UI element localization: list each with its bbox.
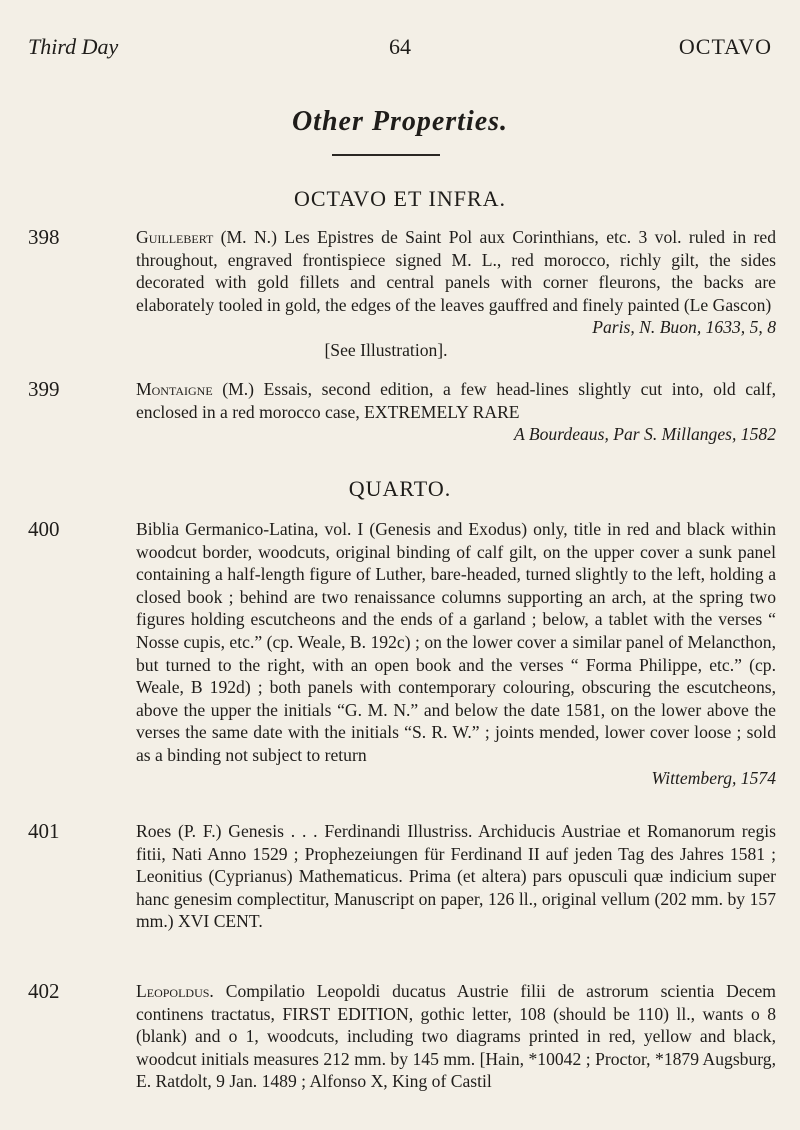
- lot-note: [See Illustration].: [324, 339, 448, 360]
- lot-description: Les Epistres de Saint Pol aux Corinthians, etc. 3 vol. ruled in red throughout, engraved frontispiece signed M. L., red morocco, richly gilt, the sides decorated with gold fillets and central panels with corner fleurons, the backs are elaborately tooled in gold, the edges of the leaves gauffred and finely painted (Le Gascon): [136, 227, 776, 315]
- lot-description: Genesis . . . Ferdinandi Illustriss. Archiducis Austriae et Romanorum regis fitii, Nati Anno 1529 ; Prophezeiungen für Ferdinand II auf jeden Tag des Jahres 1581 ; Leonitius (Cyprianus) Mathematicus. Prima (et altera) pars opusculi quæ indicium super hanc genesim complectitur, Manuscript on paper, 126 ll., original vellum (202 mm. by 157 mm.) XVI CENT.: [136, 821, 777, 932]
- lot-entry: [28, 820, 776, 933]
- lot-description: Germanico-Latina, vol. I (Genesis and Exodus) only, title in red and black within woodcut border, woodcuts, original binding of calf gilt, on the upper cover a sunk panel containing a half-length figure of Luther, bare-headed, turned slightly to the left, holding a closed book ; behind are two renaissance columns supporting an arch, at the spring two figures holding escutcheons and the ends of a garland ; below, a tablet with the verses “ Nosse cupis, etc.” (cp. Weale, B. 192c) ; on the lower cover a similar panel of Melancthon, but turned to the right, with an open book and the verses “ Forma Philippe, etc.” (cp. Weale, B 192d) ; both panels with contemporary colouring, obscuring the escutcheons, above the upper the initials “G. M. N.” and below the date 1581, on the lower above the verses the same date with the initials “S. R. W.” ; joints mended, lower cover loose ; sold as a binding not subject to return: [136, 519, 776, 765]
- lot-heading: Montaigne (M.): [136, 379, 255, 399]
- lot-description: Compilatio Leopoldi ducatus Austrie filii de astrorum scientia Decem continens tractatus, FIRST EDITION, gothic letter, 108 (should be 110) ll., wants o 8 (blank) and o 1, woodcuts, including two diagrams printed in red, yellow and black, woodcut initials measures 212 mm. by 145 mm. [Hain, *10042 ; Proctor, *1879 Augsburg, E. Ratdolt, 9 Jan. 1489 ; Alfonso X, King of Castil: [136, 981, 776, 1092]
- running-head-day: Third Day: [28, 34, 119, 59]
- divider-rule: [332, 154, 440, 156]
- lot-number: 398: [28, 225, 60, 249]
- page-number: 64: [389, 34, 411, 59]
- lot-imprint: Wittemberg, 1574: [651, 767, 776, 788]
- subsection-heading-quarto: QUARTO.: [348, 476, 452, 501]
- lot-heading: Roes (P. F.): [136, 821, 222, 841]
- running-head-format: OCTAVO: [678, 34, 772, 59]
- lot-entry: [28, 378, 776, 446]
- lot-imprint: A Bourdeaus, Par S. Millanges, 1582: [514, 424, 776, 445]
- lot-number: 401: [28, 819, 60, 843]
- lot-imprint: Paris, N. Buon, 1633, 5, 8: [592, 317, 776, 338]
- lot-number: 402: [28, 979, 60, 1003]
- lot-description: Essais, second edition, a few head-lines slightly cut into, old calf, enclosed in a red morocco case, EXTREMELY RARE: [136, 379, 777, 422]
- lot-number: 399: [28, 377, 60, 401]
- lot-heading: Leopoldus.: [136, 981, 214, 1001]
- lot-heading: Biblia: [136, 519, 180, 539]
- lot-entry: [28, 226, 776, 362]
- lot-number: 400: [28, 517, 60, 541]
- lot-heading: Guillebert (M. N.): [136, 227, 277, 247]
- running-head: [28, 34, 772, 64]
- subsection-heading-octavo: OCTAVO ET INFRA.: [293, 186, 507, 211]
- lot-entry: [28, 518, 776, 789]
- section-title: Other Properties.: [291, 106, 509, 137]
- lot-entry: [28, 980, 776, 1093]
